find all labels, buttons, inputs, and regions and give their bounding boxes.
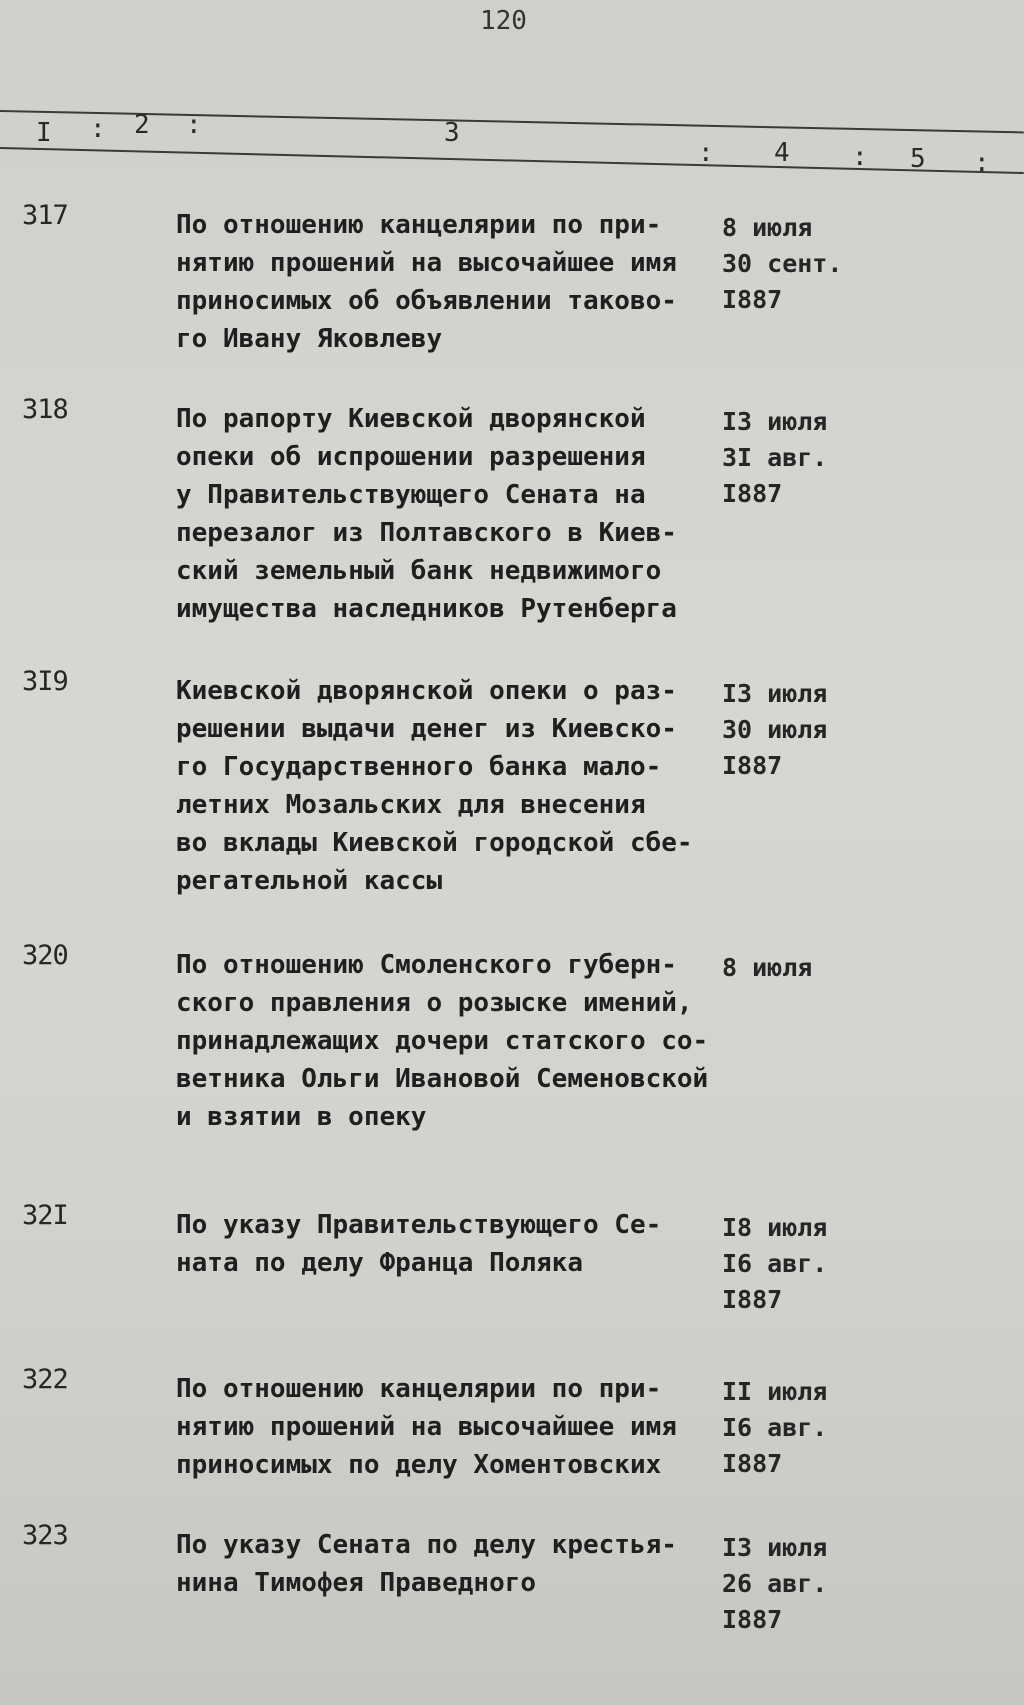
entry-description: По рапорту Киевской дворянской опеки об испрошении разрешения у Правительствующего Сената на перезалог из Полтавского в Киев- ский земельный банк недвижимого имущества наследников Рутенберга xyxy=(176,404,677,624)
entry-description: Киевской дворянской опеки о раз- решении выдачи денег из Киевско- го Государственного банка мало- летних Мозальских для внесения во вклады Киевской городской сбе- регательной кассы xyxy=(176,676,693,896)
entry-number: 318 xyxy=(22,394,68,425)
date-year: I887 xyxy=(722,1285,783,1314)
page-number: 120 xyxy=(480,6,527,36)
entry-description: По указу Правительствующего Се- ната по делу Франца Поляка xyxy=(176,1210,662,1278)
column-header-2: 2 xyxy=(134,110,150,140)
entry-number: 32I xyxy=(22,1200,68,1231)
entry-number: 3I9 xyxy=(22,666,68,697)
date-start: 8 июля xyxy=(722,213,813,242)
date-year: I887 xyxy=(722,285,783,314)
column-separator: : xyxy=(186,110,202,140)
date-year: I887 xyxy=(722,479,783,508)
header-bottom-rule xyxy=(0,147,1024,174)
date-start: I3 июля xyxy=(722,407,828,436)
date-end: I6 авг. xyxy=(722,1413,828,1442)
entry-dates xyxy=(722,676,827,784)
entry-number: 323 xyxy=(22,1520,68,1551)
column-header-1: I xyxy=(36,118,52,148)
date-year: I887 xyxy=(722,1449,783,1478)
date-start: I3 июля xyxy=(722,679,828,708)
date-start: 8 июля xyxy=(722,953,813,982)
entry-dates xyxy=(722,1374,827,1482)
date-end: I6 авг. xyxy=(722,1249,828,1278)
entry-dates xyxy=(722,1530,827,1638)
column-separator: : xyxy=(974,148,990,178)
column-separator: : xyxy=(852,142,868,172)
date-end: 30 июля xyxy=(722,715,828,744)
column-separator: : xyxy=(90,114,106,144)
entry-number: 317 xyxy=(22,200,68,231)
date-start: I3 июля xyxy=(722,1533,828,1562)
entry-description: По отношению канцелярии по при- нятию прошений на высочайшее имя приносимых по делу Хоментовских xyxy=(176,1374,677,1480)
entry-description: По указу Сената по делу крестья- нина Тимофея Праведного xyxy=(176,1530,677,1598)
entry-description: По отношению Смоленского губерн- ского правления о розыске имений, принадлежащих дочери статского со- ветника Ольги Ивановой Семеновской и взятии в опеку xyxy=(176,950,709,1132)
entry-dates xyxy=(722,950,812,986)
date-end: 26 авг. xyxy=(722,1569,828,1598)
date-start: II июля xyxy=(722,1377,828,1406)
entry-number: 320 xyxy=(22,940,68,971)
entry-dates xyxy=(722,1210,827,1318)
column-separator: : xyxy=(698,138,714,168)
entry-dates xyxy=(722,404,827,512)
header-top-rule xyxy=(0,110,1024,133)
date-start: I8 июля xyxy=(722,1213,828,1242)
column-header-4: 4 xyxy=(774,138,790,168)
date-year: I887 xyxy=(722,1605,783,1634)
date-end: 3I авг. xyxy=(722,443,828,472)
date-end: 30 сент. xyxy=(722,249,843,278)
entry-number: 322 xyxy=(22,1364,68,1395)
entry-dates xyxy=(722,210,842,318)
column-header-3: 3 xyxy=(444,118,460,148)
entry-description: По отношению канцелярии по при- нятию прошений на высочайшее имя приносимых об объявлении таково- го Ивану Яковлеву xyxy=(176,210,677,354)
date-year: I887 xyxy=(722,751,783,780)
column-header-5: 5 xyxy=(910,144,926,174)
